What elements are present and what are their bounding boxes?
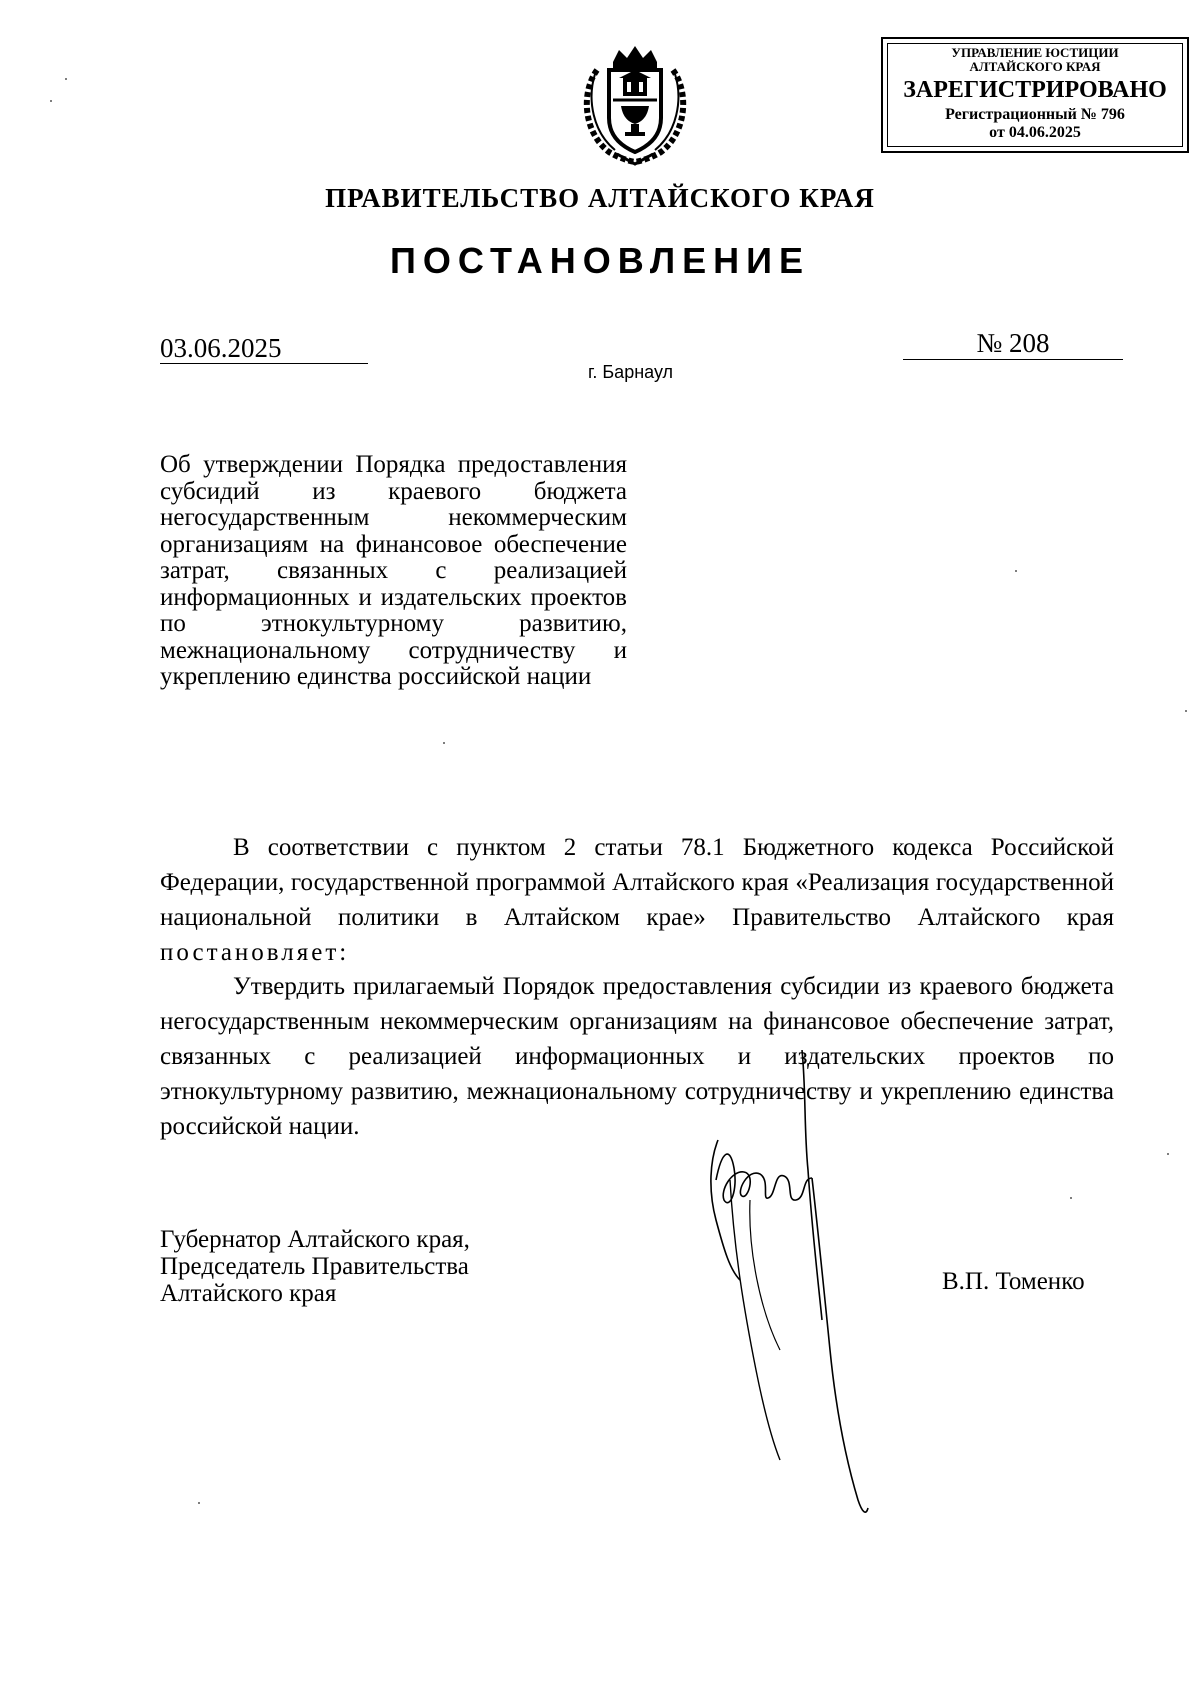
document-city: г. Барнаул	[588, 362, 674, 382]
stamp-authority-line1: УПРАВЛЕНИЕ ЮСТИЦИИ	[951, 45, 1119, 60]
signatory-title-line1: Губернатор Алтайского края,	[160, 1226, 470, 1253]
stamp-reg-number: Регистрационный № 796	[945, 106, 1125, 123]
scan-speck	[1167, 1153, 1169, 1155]
basis-text: В соответствии с пунктом 2 статьи 78.1 Бюджетного кодекса Российской Федерации, государственной программой Алтайского края «Реализация государственной национальной политики в Алтайском крае» Правительство Алтайского края	[160, 834, 1114, 931]
scan-speck	[1070, 1197, 1072, 1199]
decree-verb: постановляет:	[160, 939, 350, 966]
stamp-inner-frame	[887, 43, 1183, 147]
signatory-title	[160, 1226, 470, 1307]
scan-speck	[1015, 570, 1017, 572]
scan-speck	[443, 742, 445, 744]
body-paragraph-basis	[160, 830, 1114, 970]
coat-of-arms-emblem	[575, 40, 695, 170]
registration-stamp	[881, 37, 1189, 153]
stamp-status: ЗАРЕГИСТРИРОВАНО	[903, 77, 1167, 103]
signatory-title-line2: Председатель Правительства	[160, 1253, 469, 1280]
scan-speck	[1185, 710, 1187, 712]
government-title: ПРАВИТЕЛЬСТВО АЛТАЙСКОГО КРАЯ	[325, 183, 875, 213]
document-number: № 208	[903, 327, 1123, 360]
stamp-reg-date: от 04.06.2025	[989, 124, 1081, 141]
document-date: 03.06.2025	[160, 333, 368, 364]
scan-speck	[65, 78, 67, 80]
scan-speck	[198, 1502, 200, 1504]
handwritten-signature	[690, 1050, 950, 1520]
scan-speck	[50, 100, 52, 102]
body-paragraph-resolution: Утвердить прилагаемый Порядок предоставления субсидии из краевого бюджета негосударственным некоммерческим организациям на финансовое обеспечение затрат, связанных с реализацией информационных и издательских проектов по этнокультурному развитию, межнациональному сотрудничеству и укреплению единства российской нации.	[160, 973, 1114, 1140]
document-type-title: ПОСТАНОВЛЕНИЕ	[390, 240, 810, 281]
signatory-title-line3: Алтайского края	[160, 1280, 337, 1307]
signatory-name: В.П. Томенко	[942, 1268, 1085, 1295]
stamp-authority-line2: АЛТАЙСКОГО КРАЯ	[969, 59, 1101, 74]
document-subject: Об утверждении Порядка предоставления субсидий из краевого бюджета негосударственным некоммерческим организациям на финансовое обеспечение затрат, связанных с реализацией информационных и издательских проектов по этнокультурному развитию, межнациональному сотрудничеству и укреплению единства российской нации	[160, 451, 627, 690]
